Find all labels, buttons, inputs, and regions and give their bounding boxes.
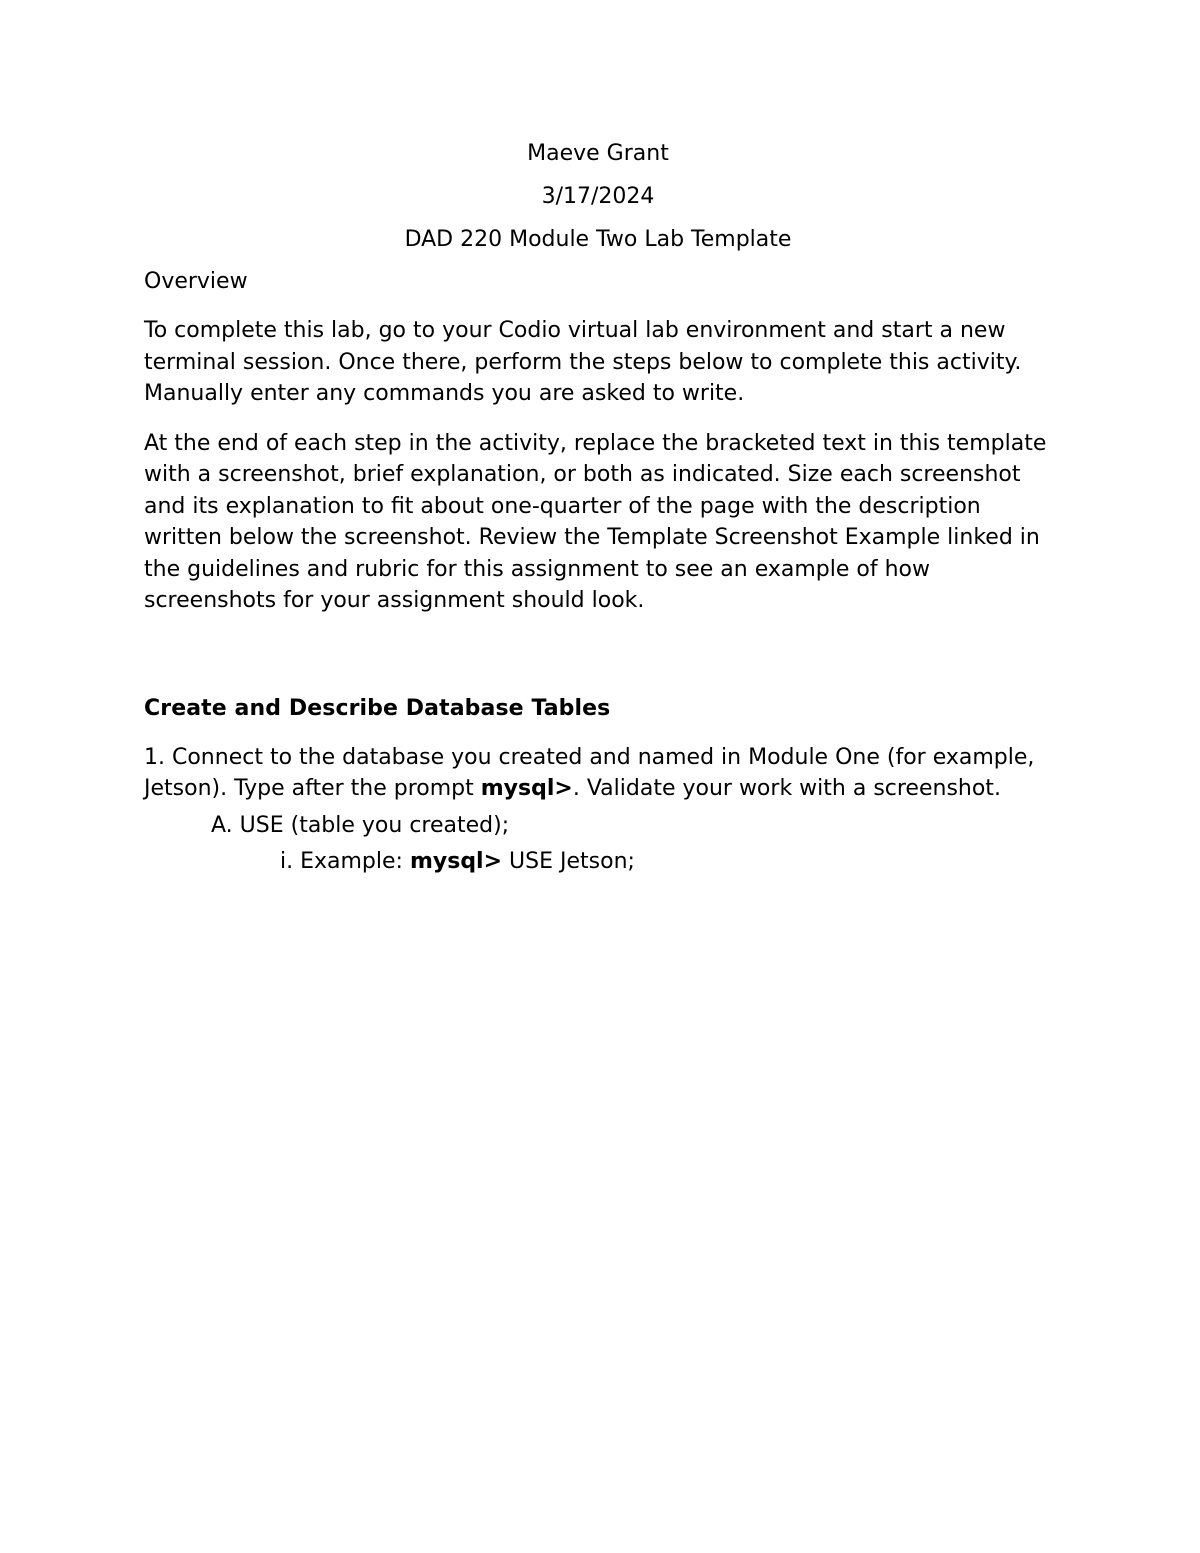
overview-paragraph-1: To complete this lab, go to your Codio virtual lab environment and start a new terminal session. Once there, perform the steps below to complete this activity. Manually enter any commands you are asked to write. [144,318,1029,406]
author-name: Maeve Grant [527,141,669,166]
document-date: 3/17/2024 [541,184,655,209]
mysql-prompt-example-inline: mysql> [409,849,503,874]
overview-heading: Overview [144,269,248,294]
document-title: DAD 220 Module Two Lab Template [404,227,792,252]
overview-paragraph-2: At the end of each step in the activity, replace the bracketed text in this template with a screenshot, brief explanation, or both as indicated. Size each screenshot and its explanation to fit about one-quarter of the page with the description written below the screenshot. Review the Template Screenshot Example linked in the guidelines and rubric for this assignment to see an example of how screenshots for your assignment should look. [144,430,1054,613]
list-item-i-text-after-prompt: USE Jetson; [502,849,635,874]
list-item-a: A. USE (table you created); [211,812,510,838]
list-item-1 [144,742,1052,805]
section-heading-create-describe-tables: Create and Describe Database Tables [144,695,611,721]
mysql-prompt-inline: mysql> [480,776,573,801]
list-item-1-text-before-prompt: 1. Connect to the database you created and named in Module One (for example, Jetson). Type after the prompt [144,744,1042,801]
list-item-1-text-after-prompt: . Validate your work with a screenshot. [572,776,1001,801]
document-body [144,138,1052,878]
section-spacer [144,635,1052,693]
list-item-i-text-before-prompt: i. Example: [280,849,410,874]
list-item-i [144,846,1052,878]
